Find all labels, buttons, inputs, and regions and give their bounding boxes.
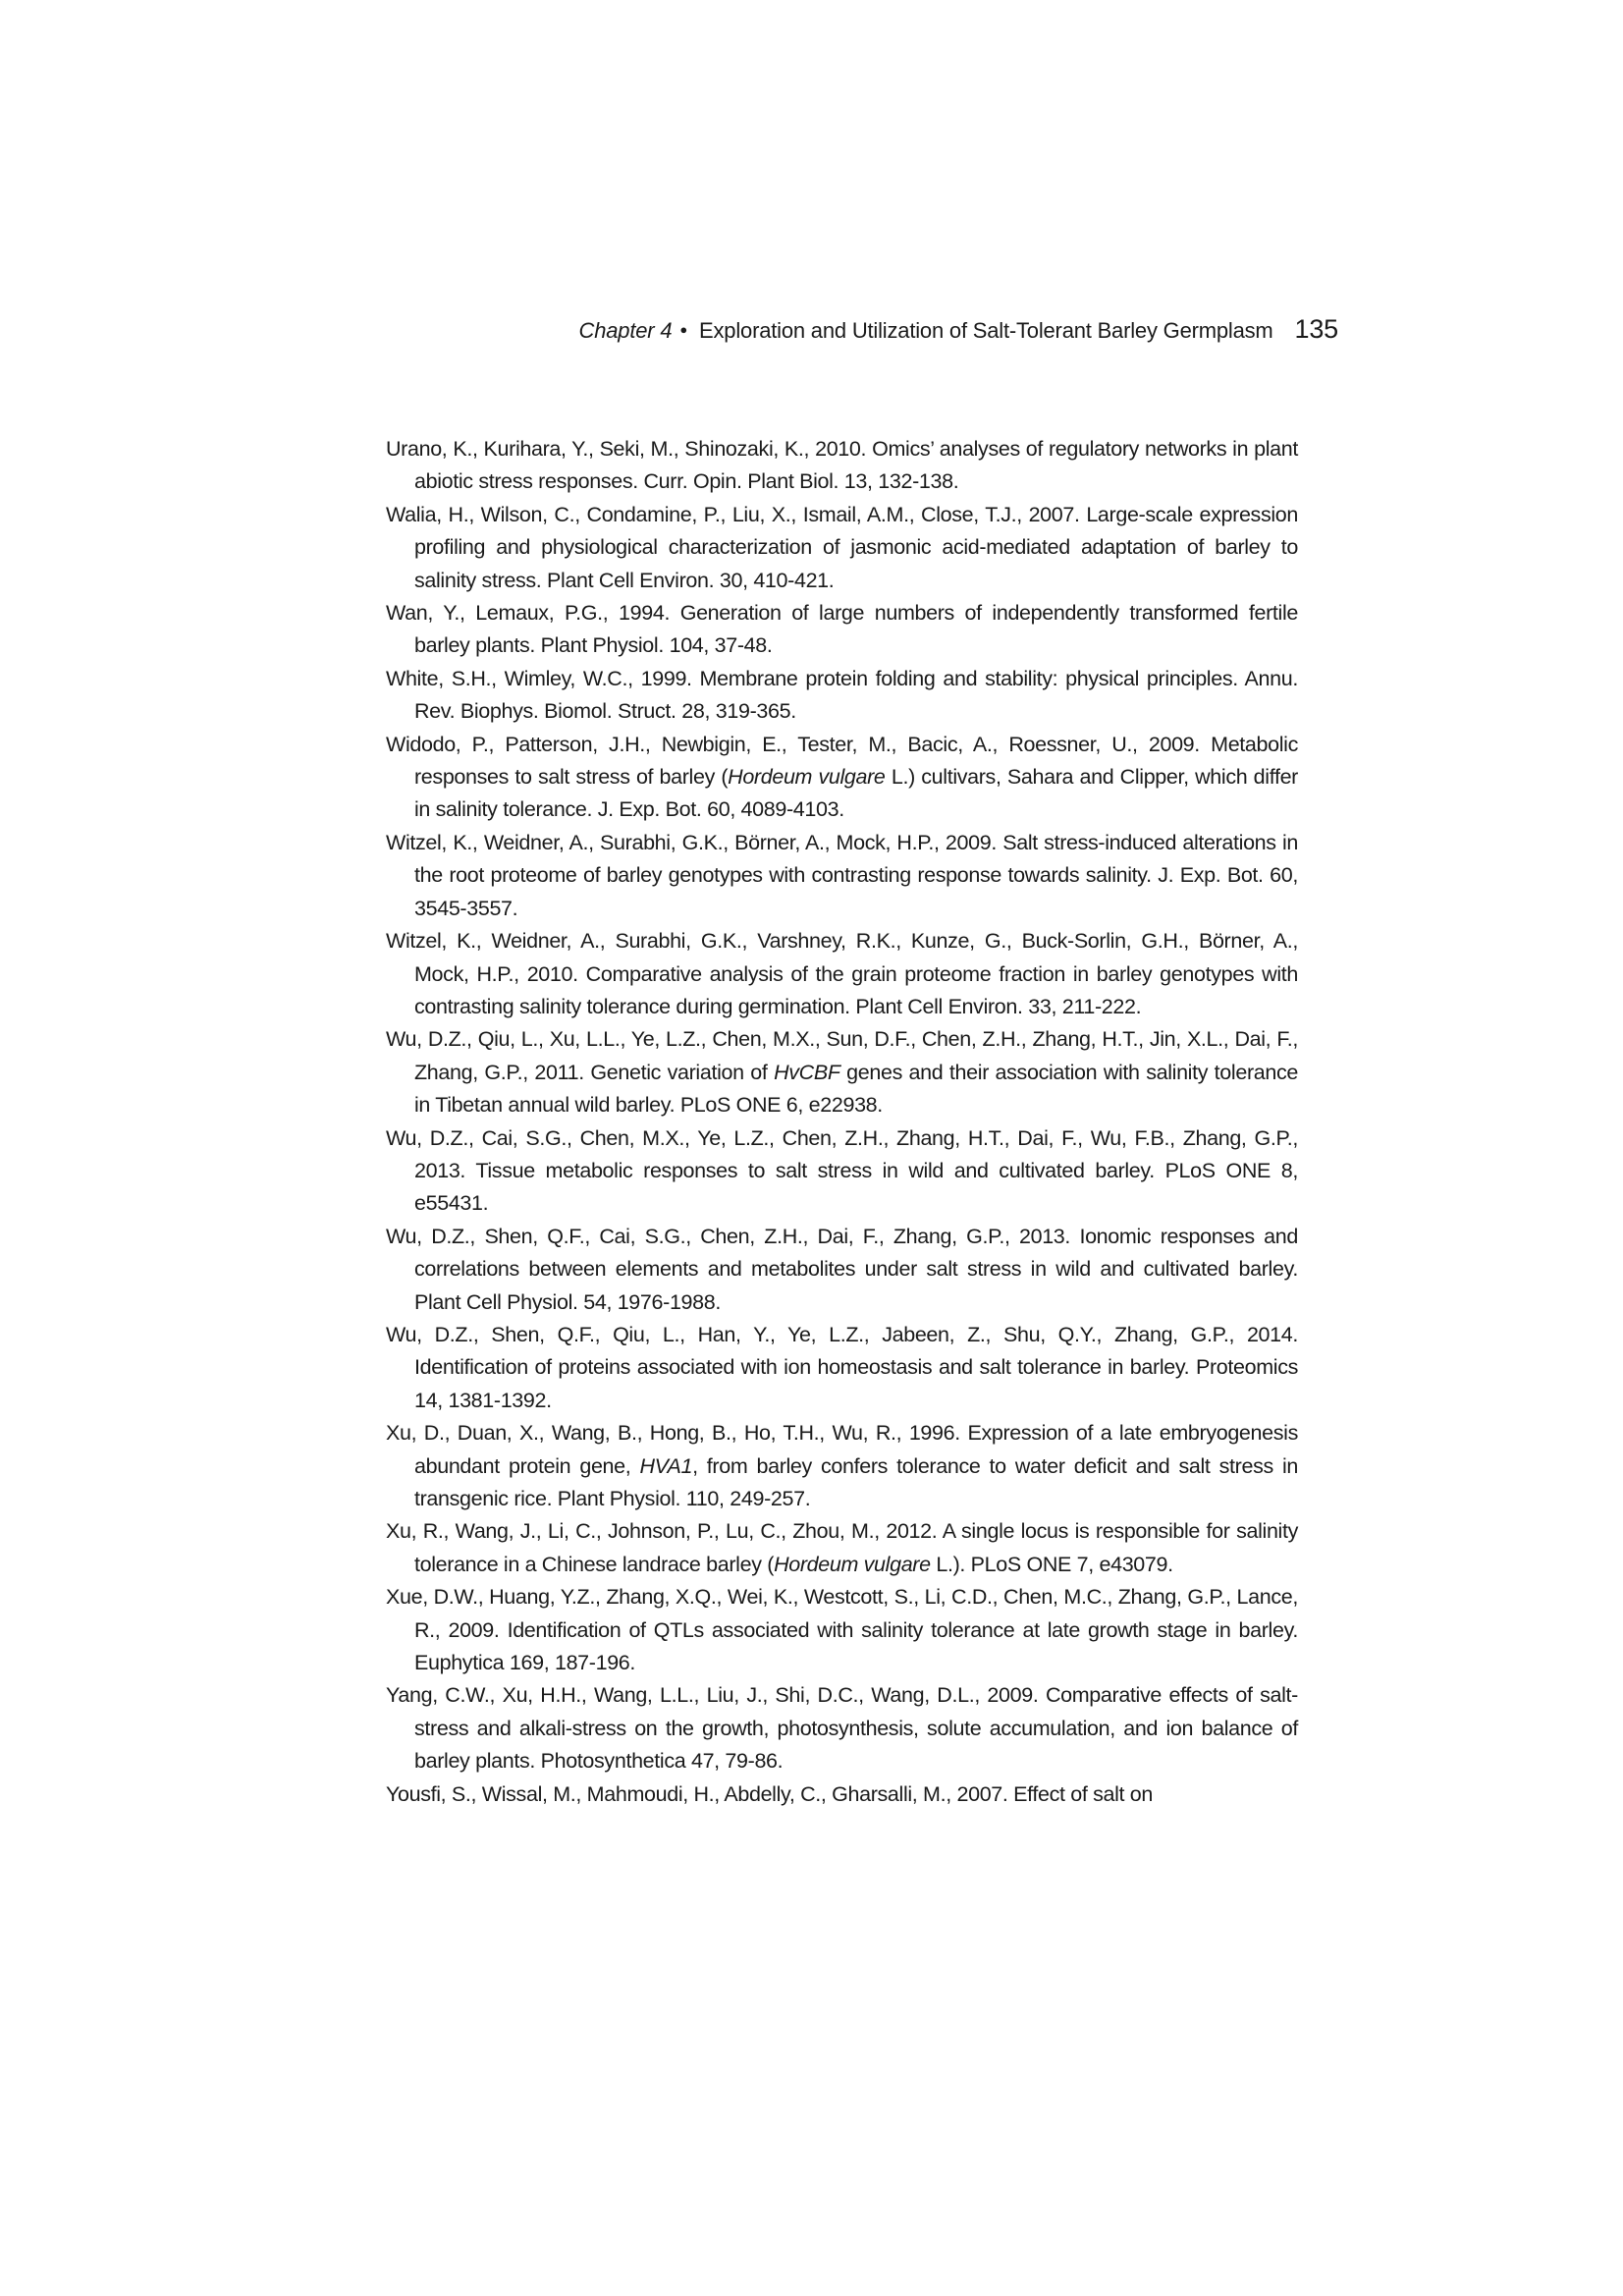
reference-text: Wu, D.Z., Shen, Q.F., Cai, S.G., Chen, Z.H., Dai, F., Zhang, G.P., 2013. Ionomic responses and correlations between elements and metabolites under salt stress in wild and cultivated barley. Plant Cell Physiol. 54, 1976-1988. bbox=[386, 1224, 1298, 1314]
reference-entry bbox=[386, 499, 1298, 597]
reference-text: , from barley confers tolerance to water deficit and salt stress in transgenic rice. Plant Physiol. 110, 249-257. bbox=[414, 1453, 1298, 1510]
reference-text: Widodo, P., Patterson, J.H., Newbigin, E., Tester, M., Bacic, A., Roessner, U., 2009. Metabolic responses to salt stress of barley ( bbox=[386, 732, 1298, 790]
reference-italic-text: Hordeum vulgare bbox=[728, 765, 886, 790]
reference-text: Wu, D.Z., Qiu, L., Xu, L.L., Ye, L.Z., Chen, M.X., Sun, D.F., Chen, Z.H., Zhang, H.T., Jin, X.L., Dai, F., Zhang, G.P., 2011. Genetic variation of bbox=[386, 1027, 1298, 1084]
reference-text: Yang, C.W., Xu, H.H., Wang, L.L., Liu, J., Shi, D.C., Wang, D.L., 2009. Comparative effects of salt-stress and alkali-stress on the growth, photosynthesis, solute accumulation, and ion balance of barley plants. Photosynthetica 47, 79-86. bbox=[386, 1683, 1298, 1774]
reference-text: L.). PLoS ONE 7, e43079. bbox=[930, 1552, 1173, 1576]
reference-text: Witzel, K., Weidner, A., Surabhi, G.K., Varshney, R.K., Kunze, G., Buck-Sorlin, G.H., Börner, A., Mock, H.P., 2010. Comparative analysis of the grain proteome fraction in barley genotypes with contrasting salinity tolerance during germination. Plant Cell Environ. 33, 211-222. bbox=[386, 929, 1298, 1018]
reference-entry bbox=[386, 1778, 1298, 1811]
chapter-label: Chapter 4 bbox=[578, 318, 673, 343]
reference-italic-text: Hordeum vulgare bbox=[774, 1552, 931, 1576]
reference-entry bbox=[386, 827, 1298, 925]
reference-text: genes and their association with salinity tolerance in Tibetan annual wild barley. PLoS ONE 6, e22938. bbox=[414, 1060, 1298, 1118]
bullet-icon: ● bbox=[679, 322, 688, 337]
reference-entry bbox=[386, 663, 1298, 729]
reference-entry bbox=[386, 729, 1298, 827]
reference-entry bbox=[386, 1515, 1298, 1581]
reference-text: Xue, D.W., Huang, Y.Z., Zhang, X.Q., Wei, K., Westcott, S., Li, C.D., Chen, M.C., Zhang, G.P., Lance, R., 2009. Identification of QTLs associated with salinity tolerance at late growth stage in barley. Euphytica 169, 187-196. bbox=[386, 1585, 1298, 1675]
reference-entry bbox=[386, 433, 1298, 499]
reference-text: Wu, D.Z., Shen, Q.F., Qiu, L., Han, Y., Ye, L.Z., Jabeen, Z., Shu, Q.Y., Zhang, G.P., 2014. Identification of proteins associated with ion homeostasis and salt tolerance in barley. Proteomics 14, 1381-1392. bbox=[386, 1322, 1298, 1412]
header-title: Exploration and Utilization of Salt-Tolerant Barley Germplasm bbox=[699, 318, 1273, 343]
reference-entry bbox=[386, 1122, 1298, 1221]
reference-text: Wu, D.Z., Cai, S.G., Chen, M.X., Ye, L.Z., Chen, Z.H., Zhang, H.T., Dai, F., Wu, F.B., Zhang, G.P., 2013. Tissue metabolic responses to salt stress in wild and cultivated barley. PLoS ONE 8, e55431. bbox=[386, 1125, 1298, 1216]
reference-entry bbox=[386, 1023, 1298, 1121]
reference-entry bbox=[386, 925, 1298, 1023]
reference-entry bbox=[386, 1417, 1298, 1515]
reference-text: Wan, Y., Lemaux, P.G., 1994. Generation of large numbers of independently transformed fertile barley plants. Plant Physiol. 104, 37-48. bbox=[386, 601, 1298, 658]
reference-text: Walia, H., Wilson, C., Condamine, P., Liu, X., Ismail, A.M., Close, T.J., 2007. Large-scale expression profiling and physiological characterization of jasmonic acid-mediated adaptation of barley to salinity stress. Plant Cell Environ. 30, 410-421. bbox=[386, 502, 1298, 592]
reference-entry bbox=[386, 1221, 1298, 1319]
reference-italic-text: HvCBF bbox=[774, 1060, 840, 1084]
reference-italic-text: HVA1 bbox=[639, 1453, 693, 1478]
reference-entry bbox=[386, 1581, 1298, 1679]
reference-text: Xu, R., Wang, J., Li, C., Johnson, P., Lu, C., Zhou, M., 2012. A single locus is responsible for salinity tolerance in a Chinese landrace barley ( bbox=[386, 1519, 1298, 1576]
reference-entry bbox=[386, 1679, 1298, 1777]
reference-text: Yousfi, S., Wissal, M., Mahmoudi, H., Abdelly, C., Gharsalli, M., 2007. Effect of salt on bbox=[386, 1781, 1154, 1806]
reference-text: L.) cultivars, Sahara and Clipper, which differ in salinity tolerance. J. Exp. Bot. 60, 4089-4103. bbox=[414, 765, 1298, 822]
page-number: 135 bbox=[1294, 314, 1338, 344]
reference-entry bbox=[386, 1319, 1298, 1417]
running-header bbox=[579, 314, 1338, 345]
reference-text: White, S.H., Wimley, W.C., 1999. Membrane protein folding and stability: physical principles. Annu. Rev. Biophys. Biomol. Struct. 28, 319-365. bbox=[386, 666, 1298, 724]
reference-text: Urano, K., Kurihara, Y., Seki, M., Shinozaki, K., 2010. Omics’ analyses of regulatory networks in plant abiotic stress responses. Curr. Opin. Plant Biol. 13, 132-138. bbox=[386, 437, 1298, 494]
references-list bbox=[386, 433, 1298, 1811]
reference-entry bbox=[386, 597, 1298, 663]
reference-text: Witzel, K., Weidner, A., Surabhi, G.K., Börner, A., Mock, H.P., 2009. Salt stress-induced alterations in the root proteome of barley genotypes with contrasting response towards salinity. J. Exp. Bot. 60, 3545-3557. bbox=[386, 830, 1298, 920]
reference-text: Xu, D., Duan, X., Wang, B., Hong, B., Ho, T.H., Wu, R., 1996. Expression of a late embryogenesis abundant protein gene, bbox=[386, 1421, 1298, 1478]
